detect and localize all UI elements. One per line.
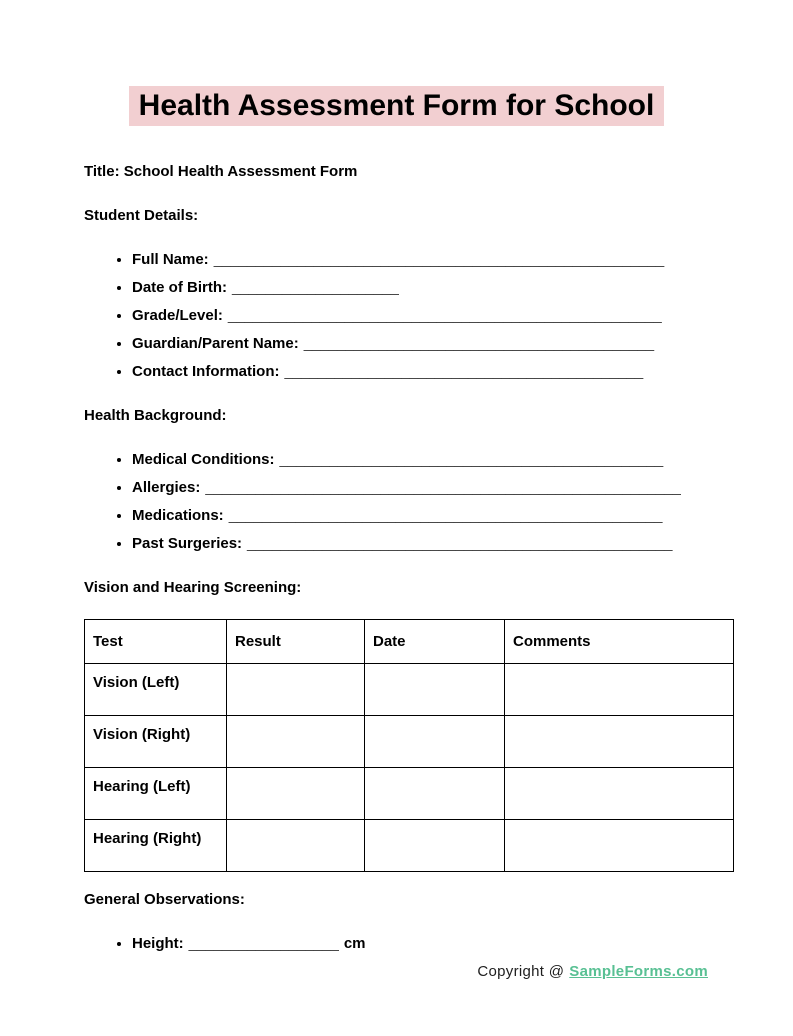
student-details-list	[84, 251, 733, 381]
table-row	[85, 768, 734, 820]
list-item-medical-conditions	[132, 451, 733, 469]
general-observations-list	[84, 935, 733, 953]
list-item-allergies	[132, 479, 733, 497]
heading-health-background: Health Background:	[84, 407, 227, 424]
field-label: Grade/Level:	[132, 307, 223, 324]
list-item-date-of-birth	[132, 279, 733, 297]
screening-table	[84, 619, 734, 872]
column-header-date: Date	[365, 620, 505, 664]
table-cell-result	[227, 768, 365, 820]
column-header-comments: Comments	[505, 620, 734, 664]
field-label: Guardian/Parent Name:	[132, 335, 299, 352]
column-header-test: Test	[85, 620, 227, 664]
field-label: Date of Birth:	[132, 279, 227, 296]
field-label: Past Surgeries:	[132, 535, 243, 552]
list-item-medications	[132, 507, 733, 525]
table-cell-comments	[505, 768, 734, 820]
fill-in-line: ___________________________________________________	[247, 535, 673, 552]
table-cell-result	[227, 820, 365, 872]
list-item-grade-level	[132, 307, 733, 325]
heading-general-observations: General Observations:	[84, 891, 245, 908]
table-cell-comments	[505, 716, 734, 768]
field-label: Contact Information:	[132, 363, 280, 380]
table-cell-test: Vision (Left)	[85, 664, 227, 716]
table-row	[85, 820, 734, 872]
table-row	[85, 716, 734, 768]
table-cell-date	[365, 768, 505, 820]
field-label: Medications:	[132, 507, 224, 524]
table-cell-date	[365, 716, 505, 768]
heading-vision-hearing-screening: Vision and Hearing Screening:	[84, 579, 302, 596]
table-cell-test: Vision (Right)	[85, 716, 227, 768]
fill-in-line: _________________________________________________________	[205, 479, 681, 496]
doc-title: Title: School Health Assessment Form	[84, 163, 358, 180]
form-content	[84, 163, 733, 953]
copyright-text: Copyright @	[477, 963, 565, 980]
fill-in-line: __________________________________________	[303, 335, 655, 352]
list-item-full-name	[132, 251, 733, 269]
list-item-past-surgeries	[132, 535, 733, 553]
table-row	[85, 664, 734, 716]
fill-in-line: ______________________________________________________	[213, 251, 665, 268]
fill-in-line: ____________________________________________________	[228, 507, 663, 524]
health-background-list	[84, 451, 733, 553]
table-cell-result	[227, 664, 365, 716]
sampleforms-link[interactable]: SampleForms.com	[569, 963, 708, 980]
list-item-contact-information	[132, 363, 733, 381]
table-cell-test: Hearing (Right)	[85, 820, 227, 872]
list-item-guardian-parent-name	[132, 335, 733, 353]
fill-in-line: ______________________________________________	[279, 451, 664, 468]
page-title: Health Assessment Form for School	[129, 86, 665, 126]
list-item-height	[132, 935, 733, 953]
table-cell-comments	[505, 820, 734, 872]
table-cell-date	[365, 664, 505, 716]
field-label: Allergies:	[132, 479, 201, 496]
table-header-row	[85, 620, 734, 664]
table-cell-date	[365, 820, 505, 872]
fill-in-line: ____________________________________________________	[227, 307, 662, 324]
table-cell-test: Hearing (Left)	[85, 768, 227, 820]
table-cell-result	[227, 716, 365, 768]
field-unit: cm	[343, 935, 366, 952]
heading-student-details: Student Details:	[84, 207, 199, 224]
column-header-result: Result	[227, 620, 365, 664]
title-row	[0, 0, 793, 126]
field-label: Height:	[132, 935, 184, 952]
fill-in-line: __________________	[188, 935, 339, 952]
field-label: Medical Conditions:	[132, 451, 275, 468]
footer	[477, 963, 708, 980]
table-cell-comments	[505, 664, 734, 716]
fill-in-line: ____________________	[232, 279, 399, 296]
fill-in-line: ___________________________________________	[284, 363, 644, 380]
field-label: Full Name:	[132, 251, 209, 268]
